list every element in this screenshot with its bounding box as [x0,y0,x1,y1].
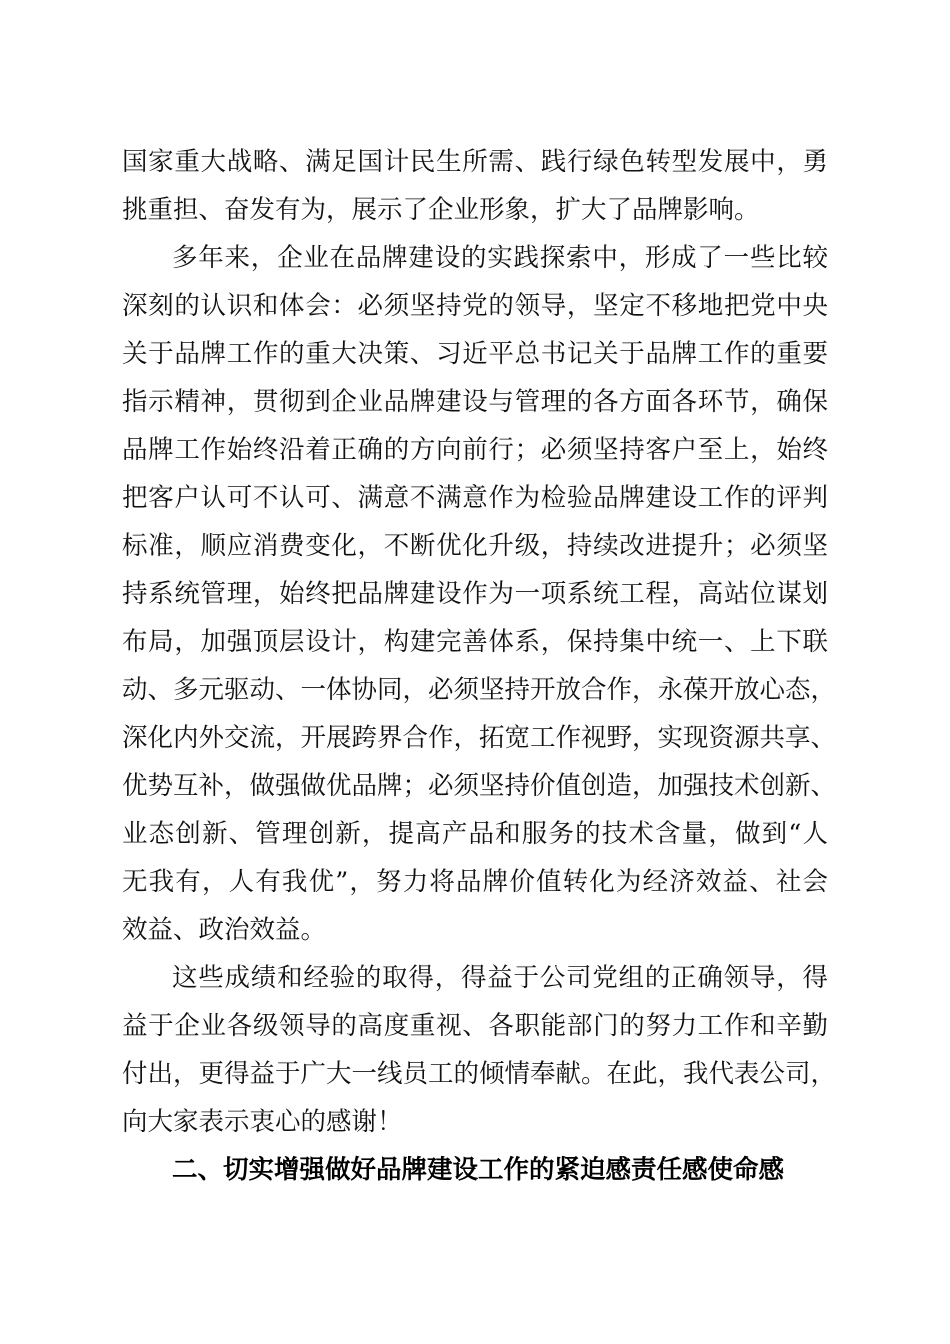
paragraph-line: 效益、政治效益。 [122,915,327,945]
paragraph-line: 国家重大战略、满足国计民生所需、践行绿色转型发展中，勇 [122,147,828,177]
paragraph-line: 持系统管理，始终把品牌建设作为一项系统工程，高站位谋划 [122,579,828,609]
paragraph-line: 向大家表示衷心的感谢！ [122,1107,403,1137]
paragraph-line: 多年来，企业在品牌建设的实践探索中，形成了一些比较 [172,243,828,273]
paragraph-line: 业态创新、管理创新，提高产品和服务的技术含量，做到“人 [122,819,828,849]
paragraph-line: 深化内外交流，开展跨界合作，拓宽工作视野，实现资源共享、 [122,723,837,753]
paragraph-line: 布局，加强顶层设计，构建完善体系，保持集中统一、上下联 [122,627,828,657]
paragraph-line: 挑重担、奋发有为，展示了企业形象，扩大了品牌影响。 [122,195,760,225]
paragraph-line: 标准，顺应消费变化，不断优化升级，持续改进提升；必须坚 [122,531,828,561]
paragraph-line: 无我有，人有我优”，努力将品牌价值转化为经济效益、社会 [122,867,828,897]
paragraph-line: 品牌工作始终沿着正确的方向前行；必须坚持客户至上，始终 [122,435,828,465]
paragraph-line: 关于品牌工作的重大决策、习近平总书记关于品牌工作的重要 [122,339,828,369]
section-heading: 二、切实增强做好品牌建设工作的紧迫感责任感使命感 [172,1155,785,1185]
paragraph-line: 这些成绩和经验的取得，得益于公司党组的正确领导，得 [172,963,828,993]
paragraph-line: 优势互补，做强做优品牌；必须坚持价值创造，加强技术创新、 [122,771,837,801]
paragraph-line: 指示精神，贯彻到企业品牌建设与管理的各方面各环节，确保 [122,387,828,417]
paragraph-line: 益于企业各级领导的高度重视、各职能部门的努力工作和辛勤 [122,1011,828,1041]
paragraph-line: 付出，更得益于广大一线员工的倾情奉献。在此，我代表公司， [122,1059,837,1089]
paragraph-line: 把客户认可不认可、满意不满意作为检验品牌建设工作的评判 [122,483,828,513]
paragraph-line: 深刻的认识和体会：必须坚持党的领导，坚定不移地把党中央 [122,291,828,321]
paragraph-line: 动、多元驱动、一体协同，必须坚持开放合作，永葆开放心态， [122,675,837,705]
